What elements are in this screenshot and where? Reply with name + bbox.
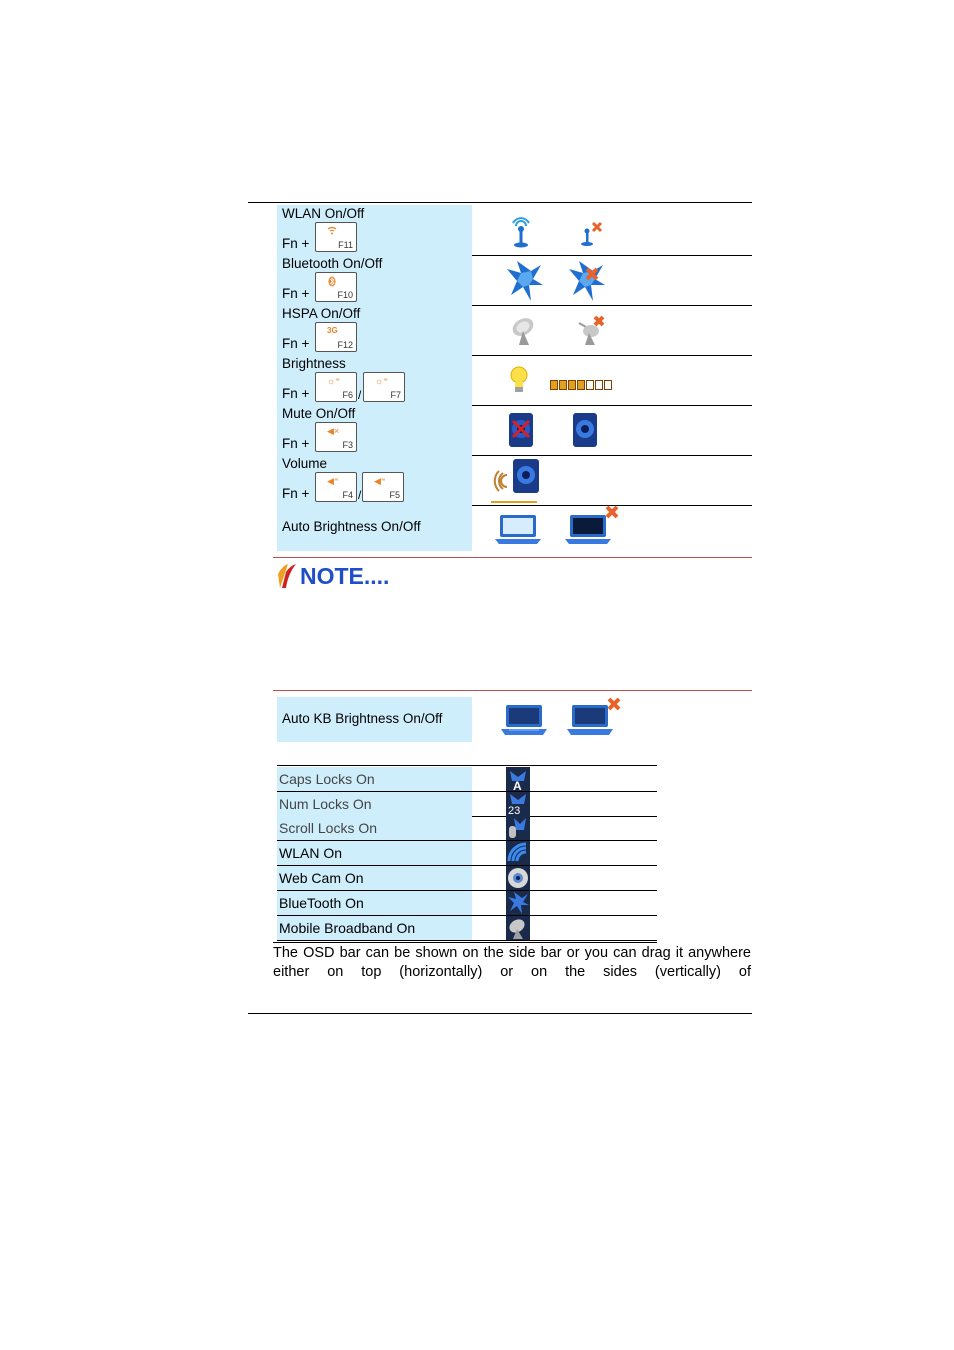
hspa-on-icon <box>509 315 539 349</box>
osd-label-cell <box>277 891 472 915</box>
osd-label-cell <box>277 816 472 840</box>
num-lock-icon <box>506 792 530 816</box>
hotkey-row-auto-brightness <box>277 505 752 551</box>
osd-label: Caps Locks On <box>279 771 375 787</box>
key-label: F6 <box>342 390 353 400</box>
osd-row-scroll-lock <box>277 816 657 841</box>
key-f12 <box>315 322 357 352</box>
top-rule <box>248 202 752 203</box>
fn-label: Fn + <box>282 236 310 251</box>
osd-row-bluetooth <box>277 891 657 916</box>
key-f4 <box>315 472 357 502</box>
brightness-level-bar <box>550 380 612 390</box>
body-paragraph: The OSD bar can be shown on the side bar or you can drag it anywhere either on top (horizontally) or on the sides (vertically) of <box>273 945 751 980</box>
key-separator: / <box>358 488 362 502</box>
hotkey-cell <box>277 355 472 405</box>
osd-bottom-rule <box>273 942 657 943</box>
key-label: F12 <box>337 340 353 350</box>
speaker-muted-icon <box>507 411 537 449</box>
key-label: F11 <box>338 240 353 250</box>
osd-label-cell <box>277 767 472 791</box>
key-label: F10 <box>337 290 353 300</box>
key-label: F3 <box>342 440 353 450</box>
hotkey-cell <box>277 405 472 455</box>
note-bottom-rule <box>273 690 752 691</box>
wifi-icon <box>327 226 337 236</box>
osd-label-cell <box>277 792 472 816</box>
3g-icon: 3G <box>327 326 338 335</box>
key-label: F5 <box>389 490 400 500</box>
osd-top-rule <box>277 765 657 766</box>
mute-icon: ◀× <box>327 426 340 436</box>
osd-row-wlan <box>277 841 657 866</box>
wlan-icon <box>506 841 530 865</box>
note-check-icon <box>276 562 298 590</box>
volume-icon <box>489 457 545 503</box>
sun-down-icon: ☼⁼ <box>327 376 340 386</box>
osd-label: Scroll Locks On <box>279 820 378 836</box>
volume-down-icon: ◀⁼ <box>327 476 339 486</box>
hotkey-label: Bluetooth On/Off <box>282 256 383 271</box>
kb-laptop-off-icon <box>565 697 627 737</box>
hotkey-label: Mute On/Off <box>282 406 356 421</box>
caps-lock-icon <box>506 767 530 791</box>
osd-label: WLAN On <box>279 845 343 861</box>
key-f10 <box>315 272 357 302</box>
key-f7 <box>363 372 405 402</box>
mobile-broadband-icon <box>506 916 530 940</box>
fn-label: Fn + <box>282 286 310 301</box>
webcam-icon <box>506 866 530 890</box>
bluetooth-off-icon <box>565 259 607 303</box>
osd-label-cell <box>277 841 472 865</box>
svg-text:A: A <box>513 779 522 791</box>
wlan-off-icon <box>577 221 605 249</box>
osd-row-caps-lock <box>277 767 657 792</box>
key-separator: / <box>358 388 362 402</box>
auto-kb-cell <box>277 697 472 742</box>
hotkey-row-wlan <box>277 205 752 256</box>
key-f5 <box>362 472 404 502</box>
speaker-on-icon <box>571 411 601 449</box>
hotkey-row-volume <box>277 455 752 506</box>
note-text: NOTE.... <box>300 563 390 589</box>
hotkey-label: HSPA On/Off <box>282 306 361 321</box>
hotkey-row-brightness <box>277 355 752 406</box>
bluetooth-icon <box>506 891 530 915</box>
sun-up-icon: ☼⁼ <box>375 376 388 386</box>
hotkey-label: WLAN On/Off <box>282 206 365 221</box>
hotkey-row-bluetooth <box>277 255 752 306</box>
hotkey-label: Brightness <box>282 356 346 371</box>
hotkey-cell <box>277 205 472 255</box>
scroll-lock-icon <box>506 816 530 840</box>
osd-row-num-lock <box>277 792 657 817</box>
laptop-icon <box>493 513 543 545</box>
svg-text:23: 23 <box>508 805 521 816</box>
osd-row-webcam <box>277 866 657 891</box>
kb-laptop-icon <box>499 703 549 737</box>
key-f11 <box>315 222 357 252</box>
hotkey-label: Volume <box>282 456 328 471</box>
key-label: F7 <box>390 390 401 400</box>
bluetooth-on-icon <box>503 259 545 303</box>
hotkey-row-hspa <box>277 305 752 356</box>
hotkey-cell <box>277 505 472 551</box>
osd-label: Web Cam On <box>279 870 364 886</box>
fn-label: Fn + <box>282 436 310 451</box>
fn-label: Fn + <box>282 336 310 351</box>
hotkey-row-mute <box>277 405 752 456</box>
bluetooth-icon <box>327 276 337 287</box>
osd-label-cell <box>277 866 472 890</box>
osd-row-mobile-broadband <box>277 916 657 941</box>
lightbulb-icon <box>509 365 529 395</box>
osd-label-cell <box>277 916 472 940</box>
key-label: F4 <box>342 490 353 500</box>
osd-label: BlueTooth On <box>279 895 364 911</box>
key-f6 <box>315 372 357 402</box>
key-f3 <box>315 422 357 452</box>
hotkey-label: Auto Brightness On/Off <box>282 519 421 534</box>
fn-label: Fn + <box>282 386 310 401</box>
auto-kb-row <box>277 697 752 742</box>
note-top-rule <box>273 557 752 558</box>
hotkey-cell <box>277 455 472 505</box>
bottom-rule <box>248 1013 752 1014</box>
laptop-off-icon <box>563 505 623 545</box>
auto-kb-label: Auto KB Brightness On/Off <box>282 711 443 726</box>
osd-label: Mobile Broadband On <box>279 920 416 936</box>
fn-label: Fn + <box>282 486 310 501</box>
osd-label: Num Locks On <box>279 796 372 812</box>
volume-up-icon: ◀⁼ <box>374 476 386 486</box>
hotkey-cell <box>277 305 472 355</box>
hspa-off-icon <box>575 313 607 349</box>
hotkey-cell <box>277 255 472 305</box>
wlan-on-icon <box>507 217 535 249</box>
